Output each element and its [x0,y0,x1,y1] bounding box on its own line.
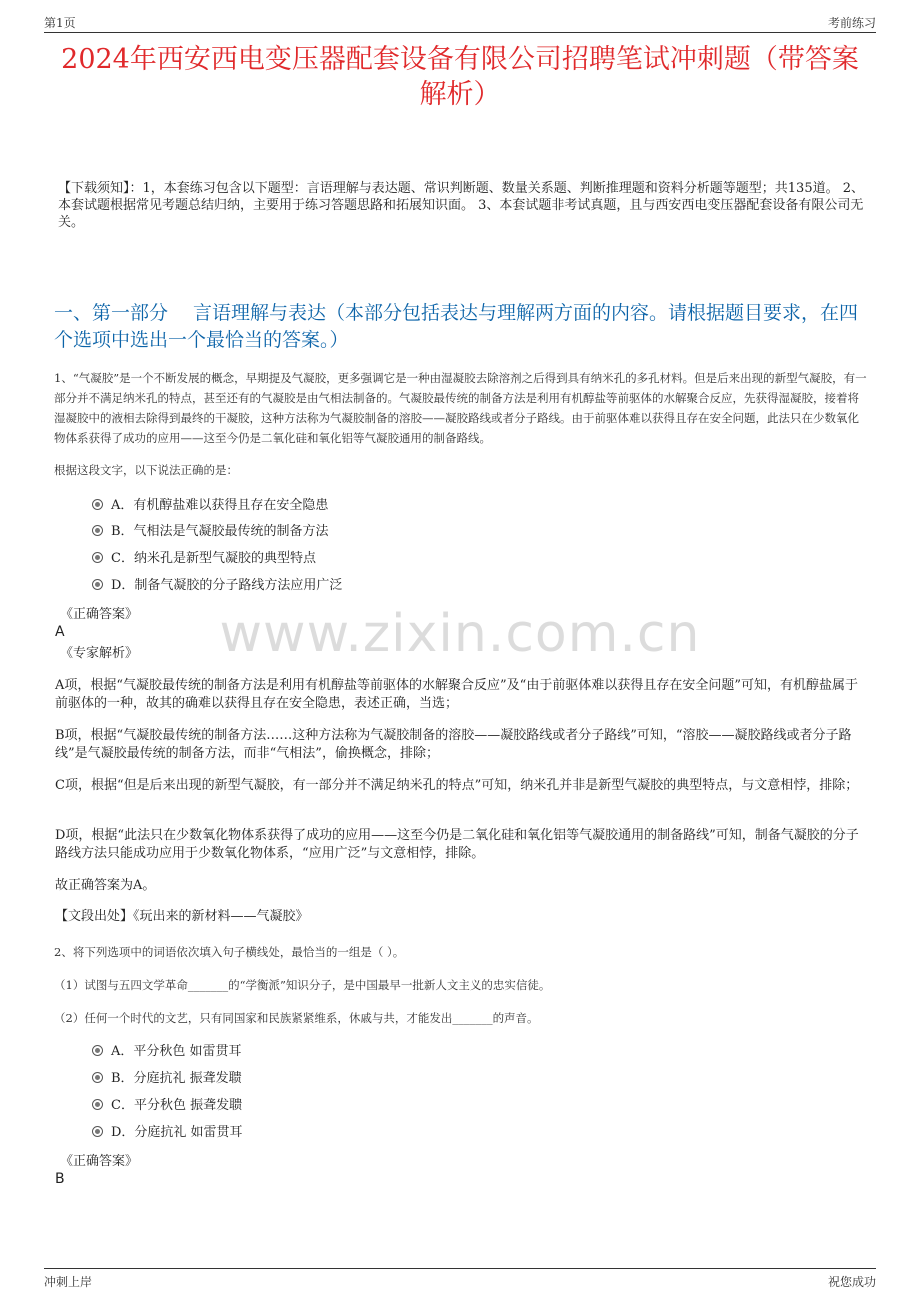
q1-explanation-a: A项，根据“气凝胶最传统的制备方法是利用有机醇盐等前驱体的水解聚合反应”及“由于前驱体难以获得且存在安全问题”可知，有机醇盐属于前驱体的一种，故其的确难以获得且存在安全隐患，表述正确，当选； [55,678,858,711]
option-label: C．纳米孔是新型气凝胶的典型特点 [111,551,316,566]
q1-prompt: 根据这段文字，以下说法正确的是： [54,463,238,477]
q1-source: 【文段出处】《玩出来的新材料——气凝胶》 [55,909,309,924]
option-label: A．平分秋色 如雷贯耳 [111,1044,242,1059]
q1-option-d[interactable] [92,577,342,595]
option-label: D．分庭抗礼 如雷贯耳 [111,1125,243,1140]
q2-sentence-1: （1）试图与五四文学革命_______的“学衡派”知识分子，是中国最早一批新人文主义的忠实信徒。 [54,978,551,992]
option-label: D．制备气凝胶的分子路线方法应用广泛 [111,578,343,593]
q2-option-d[interactable] [92,1124,243,1142]
header-label: 考前练习 [827,16,876,30]
page-footer [44,1268,876,1291]
option-label: B．气相法是气凝胶最传统的制备方法 [111,524,329,539]
radio-icon[interactable] [92,579,103,590]
radio-icon[interactable] [92,1099,103,1110]
q1-answer: A [55,624,65,640]
page-number: 第1页 [44,16,76,30]
radio-icon[interactable] [92,1126,103,1137]
footer-left: 冲刺上岸 [44,1275,93,1289]
radio-icon[interactable] [92,552,103,563]
q2-option-c[interactable] [92,1097,242,1115]
option-label: A．有机醇盐难以获得且存在安全隐患 [111,498,329,513]
radio-icon[interactable] [92,525,103,536]
q1-answer-label: 《正确答案》 [60,607,139,622]
q1-option-c[interactable] [92,550,316,568]
q1-explanation-b: B项，根据“气凝胶最传统的制备方法……这种方法称为气凝胶制备的溶胶——凝胶路线或者分子路线”可知，“溶胶——凝胶路线或者分子路线”是气凝胶最传统的制备方法，而非“气相法”，偷换概念，排除； [55,728,852,761]
q2-sentence-2: （2）任何一个时代的文艺，只有同国家和民族紧紧维系，休戚与共，才能发出_______的声音。 [54,1011,539,1025]
q1-analysis-label: 《专家解析》 [60,646,139,661]
q1-option-b[interactable] [92,523,329,541]
q2-option-b[interactable] [92,1070,242,1088]
q1-explanation-d: D项，根据“此法只在少数氧化物体系获得了成功的应用——这至今仍是二氧化硅和氧化铝等气凝胶通用的制备路线”可知，制备气凝胶的分子路线方法只能成功应用于少数氧化物体系，“应用广泛”与文意相悖，排除。 [55,828,859,861]
page-header [44,12,876,33]
option-label: C．平分秋色 振聋发聩 [111,1098,243,1113]
q1-explanation-c: C项，根据“但是后来出现的新型气凝胶，有一部分并不满足纳米孔的特点”可知，纳米孔并非是新型气凝胶的典型特点，与文意相悖，排除； [55,778,859,793]
section-heading: 一、第一部分 言语理解与表达（本部分包括表达与理解两方面的内容。请根据题目要求，在四个选项中选出一个最恰当的答案。） [54,302,859,351]
download-notice: 【下载须知】：1，本套练习包含以下题型：言语理解与表达题、常识判断题、数量关系题、判断推理题和资料分析题等题型；共135道。 2、本套试题根据常见考题总结归纳，主要用于练习答题思路和拓展知识面。 3、本套试题非考试真题，且与西安西电变压器配套设备有限公司无关。 [58,181,864,230]
watermark: www.zixin.com.cn [219,604,701,664]
radio-icon[interactable] [92,1072,103,1083]
q2-stem: 2、将下列选项中的词语依次填入句子横线处，最恰当的一组是（ ）。 [54,945,405,959]
radio-icon[interactable] [92,1045,103,1056]
option-label: B．分庭抗礼 振聋发聩 [111,1071,242,1086]
q2-answer: B [55,1171,65,1187]
q1-stem: 1、“气凝胶”是一个不断发展的概念，早期提及气凝胶，更多强调它是一种由湿凝胶去除溶剂之后得到具有纳米孔的多孔材料。但是后来出现的新型气凝胶，有一部分并不满足纳米孔的特点，甚至还有的气凝胶是由气相法制备的。气凝胶最传统的制备方法是利用有机醇盐等前驱体的水解聚合反应，先获得湿凝胶，接着将湿凝胶中的液相去除得到最终的干凝胶，这种方法称为气凝胶制备的溶胶——凝胶路线或者分子路线。由于前驱体难以获得且存在安全问题，此法只在少数氧化物体系获得了成功的应用——这至今仍是二氧化硅和氧化铝等气凝胶通用的制备路线。 [54,371,867,445]
q1-conclusion: 故正确答案为A。 [55,878,156,893]
q1-option-a[interactable] [92,497,328,515]
radio-icon[interactable] [92,499,103,510]
document-title: 2024年西安西电变压器配套设备有限公司招聘笔试冲刺题（带答案解析） [61,44,859,110]
q2-answer-label: 《正确答案》 [60,1154,139,1169]
q2-option-a[interactable] [92,1043,242,1061]
footer-right: 祝您成功 [827,1275,876,1289]
